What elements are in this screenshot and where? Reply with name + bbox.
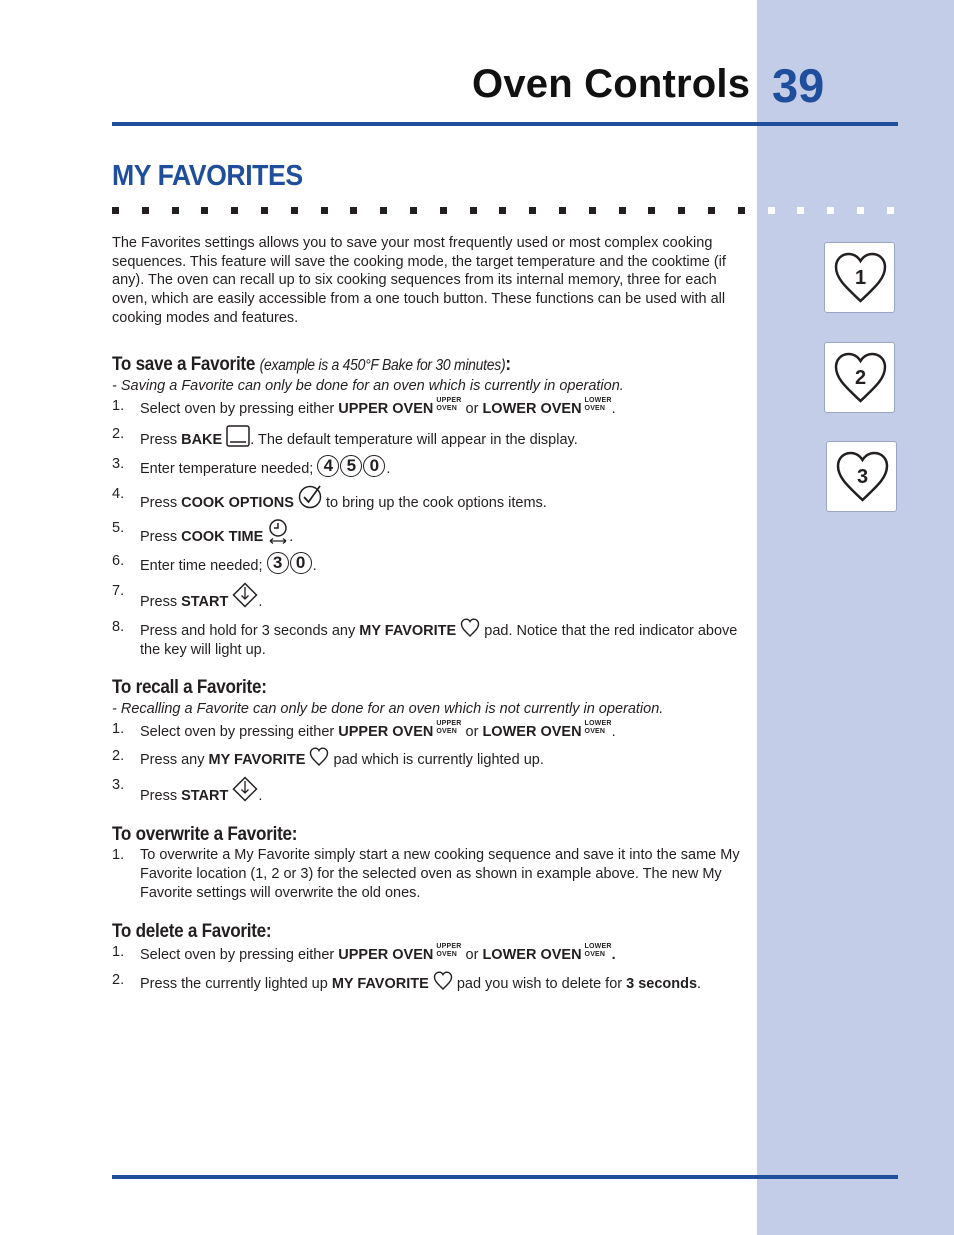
favorite-number: 3 xyxy=(856,466,869,488)
recall-note: - Recalling a Favorite can only be done for an oven which is not currently in operation. xyxy=(112,700,664,717)
divider-dot xyxy=(857,207,864,214)
divider-dot xyxy=(350,207,357,214)
divider-dot xyxy=(321,207,328,214)
favorite-number: 2 xyxy=(854,367,867,389)
upper-oven-icon: UPPER OVEN xyxy=(436,943,462,959)
divider-dot xyxy=(559,207,566,214)
dotted-divider xyxy=(112,207,902,215)
list-item: 7. Press START . xyxy=(112,583,263,611)
divider-dot xyxy=(231,207,238,214)
list-item: 2. Press the currently lighted up MY FAVORITE pad you wish to delete for 3 seconds. xyxy=(112,971,702,992)
divider-dot xyxy=(797,207,804,214)
divider-dot xyxy=(619,207,626,214)
divider-dot xyxy=(887,207,894,214)
heart-icon xyxy=(833,351,888,406)
favorite-2-button[interactable] xyxy=(824,342,895,413)
divider-dot xyxy=(678,207,685,214)
sidebar-band xyxy=(757,0,954,1235)
list-item: 2. Press BAKE . The default temperature will appear in the display. xyxy=(112,425,578,448)
lower-oven-icon: LOWER OVEN xyxy=(584,396,612,412)
save-note: - Saving a Favorite can only be done for an oven which is currently in operation. xyxy=(112,378,624,395)
favorite-3-button[interactable] xyxy=(826,441,897,512)
divider-dot xyxy=(142,207,149,214)
key-4-icon: 4 xyxy=(317,455,339,477)
key-5-icon: 5 xyxy=(340,455,362,477)
divider-dot xyxy=(708,207,715,214)
list-item: 3. Enter temperature needed; 4 5 0 . xyxy=(112,456,391,478)
divider-dot xyxy=(201,207,208,214)
heart-icon xyxy=(833,251,888,306)
start-icon xyxy=(232,776,258,802)
divider-dot xyxy=(440,207,447,214)
divider-dot xyxy=(172,207,179,214)
divider-dot xyxy=(470,207,477,214)
list-item: 1. Select oven by pressing either UPPER OVENUPPER OVEN or LOWER OVENLOWER OVEN . xyxy=(112,719,616,740)
list-item: 2. Press any MY FAVORITE pad which is currently lighted up. xyxy=(112,748,544,769)
bake-icon xyxy=(226,425,250,447)
footer-rule xyxy=(112,1175,898,1179)
list-item: 1. Select oven by pressing either UPPER OVENUPPER OVEN or LOWER OVENLOWER OVEN . xyxy=(112,396,616,417)
divider-dot xyxy=(589,207,596,214)
divider-dot xyxy=(738,207,745,214)
page-number: 39 xyxy=(772,59,825,112)
start-icon xyxy=(232,582,258,608)
intro-paragraph: The Favorites settings allows you to save your most frequently used or most complex cooking sequences. This feature will save the cooking mode, the target temperature and the cooktime (if any). The oven can recall up to six cooking sequences from its internal memory, three for each oven, which are easily accessible from a one touch button. These functions can be used with all cooking modes and features. xyxy=(112,235,726,326)
key-0-icon: 0 xyxy=(363,455,385,477)
save-section xyxy=(112,353,744,660)
list-item: 4. Press COOK OPTIONS to bring up the cook options items. xyxy=(112,486,547,512)
upper-oven-icon: UPPER OVEN xyxy=(436,396,462,412)
divider-dot xyxy=(529,207,536,214)
upper-oven-icon: UPPER OVEN xyxy=(436,719,462,735)
checkmark-icon xyxy=(298,485,322,509)
list-item: 8. Press and hold for 3 seconds any MY FAVORITE pad. Notice that the red indicator above the key will light up. xyxy=(112,618,738,658)
divider-dot xyxy=(648,207,655,214)
divider-dot xyxy=(291,207,298,214)
divider-dot xyxy=(261,207,268,214)
heart-icon xyxy=(433,971,453,991)
list-item: 1. To overwrite a My Favorite simply start a new cooking sequence and save it into the same My Favorite location (1, 2 or 3) for the selected oven as shown in example above. The new My Favorite settings will overwrite the old ones. xyxy=(112,847,740,901)
list-item: 6. Enter time needed; 3 0 . xyxy=(112,553,317,575)
list-item: 5. Press COOK TIME . xyxy=(112,519,294,545)
divider-dot xyxy=(768,207,775,214)
header-rule xyxy=(112,122,898,126)
list-item: 1. Select oven by pressing either UPPER OVENUPPER OVEN or LOWER OVENLOWER OVEN . xyxy=(112,943,616,964)
divider-dot xyxy=(112,207,119,214)
lower-oven-icon: LOWER OVEN xyxy=(584,943,612,959)
key-0-icon: 0 xyxy=(290,552,312,574)
list-item: 3. Press START . xyxy=(112,777,263,805)
recall-section xyxy=(112,679,744,806)
favorite-number: 1 xyxy=(854,267,867,289)
recall-heading: To recall a Favorite: xyxy=(112,677,267,699)
divider-dot xyxy=(380,207,387,214)
heart-icon xyxy=(460,618,480,638)
divider-dot xyxy=(827,207,834,214)
delete-heading: To delete a Favorite: xyxy=(112,920,272,942)
favorite-1-button[interactable] xyxy=(824,242,895,313)
overwrite-heading: To overwrite a Favorite: xyxy=(112,823,298,845)
heart-icon xyxy=(309,747,329,767)
heart-icon xyxy=(835,450,890,505)
lower-oven-icon: LOWER OVEN xyxy=(584,719,612,735)
overwrite-section xyxy=(112,823,744,903)
key-3-icon: 3 xyxy=(267,552,289,574)
main-content xyxy=(112,234,744,1014)
cook-time-icon xyxy=(267,519,289,545)
delete-section xyxy=(112,920,744,994)
divider-dot xyxy=(499,207,506,214)
save-heading: To save a Favorite (example is a 450°F Bake for 30 minutes): xyxy=(112,353,511,375)
page-title: Oven Controls xyxy=(472,62,751,106)
section-title: MY FAVORITES xyxy=(112,160,303,192)
divider-dot xyxy=(410,207,417,214)
